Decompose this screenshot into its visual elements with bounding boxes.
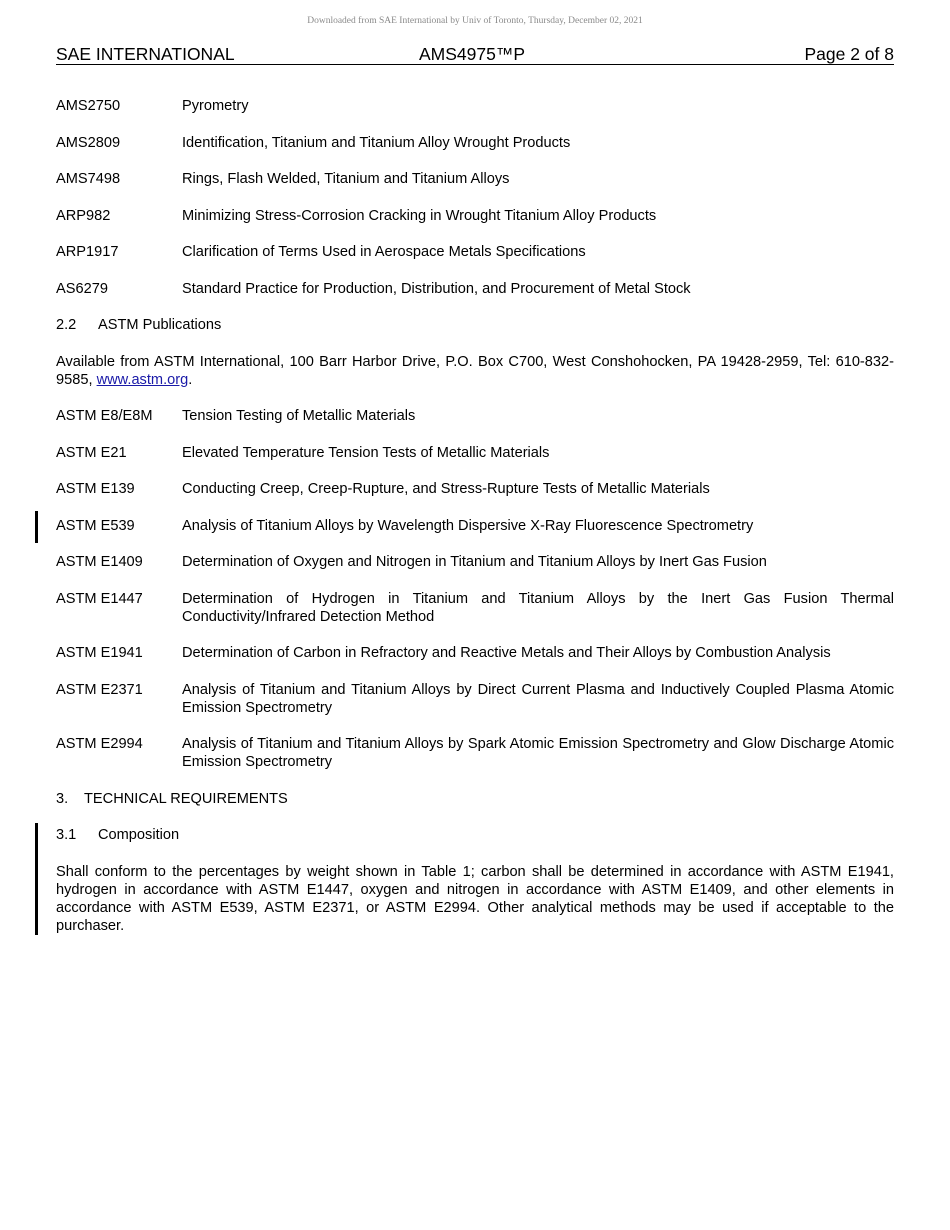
reference-title: Conducting Creep, Creep-Rupture, and Stress-Rupture Tests of Metallic Materials bbox=[182, 481, 710, 497]
section-title: TECHNICAL REQUIREMENTS bbox=[84, 790, 288, 807]
availability-text: Available from ASTM International, 100 Barr Harbor Drive, P.O. Box C700, West Conshohocken, PA 19428-2959, Tel: 610-832-9585, bbox=[56, 353, 894, 388]
header-doc-id: AMS4975™P bbox=[419, 44, 526, 64]
reference-entry bbox=[56, 207, 894, 225]
reference-title: Identification, Titanium and Titanium Alloy Wrought Products bbox=[182, 134, 571, 151]
section-number: 3.1 bbox=[56, 827, 77, 843]
reference-title: Standard Practice for Production, Distribution, and Procurement of Metal Stock bbox=[182, 280, 691, 297]
reference-entry bbox=[56, 134, 894, 152]
header-org: SAE INTERNATIONAL bbox=[56, 44, 235, 64]
reference-title: Determination of Hydrogen in Titanium and Titanium Alloys by the Inert Gas Fusion Thermal Conductivity/Infrared Detection Method bbox=[182, 590, 894, 625]
reference-title: Tension Testing of Metallic Materials bbox=[182, 408, 416, 424]
reference-entry bbox=[56, 644, 894, 662]
reference-entry bbox=[56, 681, 894, 717]
change-bar bbox=[35, 511, 38, 543]
section-heading bbox=[56, 826, 894, 844]
reference-code: ASTM E2371 bbox=[56, 681, 143, 698]
reference-entry bbox=[56, 590, 894, 626]
change-bar bbox=[35, 823, 38, 935]
reference-entry bbox=[56, 735, 894, 771]
page-header bbox=[56, 44, 894, 65]
reference-entry bbox=[56, 517, 894, 535]
reference-title: Minimizing Stress-Corrosion Cracking in Wrought Titanium Alloy Products bbox=[182, 207, 657, 224]
availability-paragraph bbox=[56, 353, 894, 389]
reference-code: ARP982 bbox=[56, 207, 111, 224]
reference-code: ASTM E539 bbox=[56, 517, 135, 534]
reference-code: ASTM E21 bbox=[56, 444, 127, 461]
reference-entry bbox=[56, 444, 894, 462]
reference-entry bbox=[56, 170, 894, 188]
reference-code: ASTM E139 bbox=[56, 481, 135, 497]
reference-title: Determination of Oxygen and Nitrogen in Titanium and Titanium Alloys by Inert Gas Fusion bbox=[182, 554, 767, 570]
reference-code: ASTM E1941 bbox=[56, 645, 143, 661]
section-heading bbox=[56, 790, 894, 808]
section-title: ASTM Publications bbox=[98, 317, 222, 333]
document-body bbox=[56, 97, 894, 935]
section-number: 2.2 bbox=[56, 317, 77, 333]
reference-code: AMS2750 bbox=[56, 98, 121, 114]
reference-title: Determination of Carbon in Refractory and Reactive Metals and Their Alloys by Combustion Analysis bbox=[182, 645, 831, 661]
section-number: 3. bbox=[56, 790, 69, 807]
astm-website-link[interactable]: www.astm.org bbox=[96, 371, 189, 388]
reference-title: Analysis of Titanium Alloys by Wavelength Dispersive X-Ray Fluorescence Spectrometry bbox=[182, 517, 754, 534]
section-heading bbox=[56, 316, 894, 334]
reference-code: ASTM E2994 bbox=[56, 736, 143, 752]
reference-entry bbox=[56, 243, 894, 261]
availability-period: . bbox=[188, 371, 193, 388]
download-watermark: Downloaded from SAE International by Univ of Toronto, Thursday, December 02, 2021 bbox=[307, 16, 643, 26]
header-page-number: Page 2 of 8 bbox=[804, 44, 894, 64]
reference-title: Clarification of Terms Used in Aerospace Metals Specifications bbox=[182, 244, 586, 260]
reference-title: Analysis of Titanium and Titanium Alloys by Direct Current Plasma and Inductively Coupled Plasma Atomic Emission Spectrometry bbox=[182, 681, 894, 716]
reference-code: ASTM E1447 bbox=[56, 590, 143, 607]
reference-code: AMS7498 bbox=[56, 171, 121, 187]
reference-code: ASTM E8/E8M bbox=[56, 408, 153, 424]
reference-title: Analysis of Titanium and Titanium Alloys by Spark Atomic Emission Spectrometry and Glow Discharge Atomic Emission Spectrometry bbox=[182, 736, 894, 770]
reference-entry bbox=[56, 407, 894, 425]
composition-paragraph: Shall conform to the percentages by weight shown in Table 1; carbon shall be determined in accordance with ASTM E1941, hydrogen in accordance with ASTM E1447, oxygen and nitrogen in accordance with ASTM E1409, and other elements in accordance with ASTM E539, ASTM E2371, or ASTM E2994. Other analytical methods may be used if acceptable to the purchaser. bbox=[56, 863, 894, 934]
section-title: Composition bbox=[98, 827, 180, 843]
reference-entry bbox=[56, 553, 894, 571]
reference-entry bbox=[56, 480, 894, 498]
reference-entry bbox=[56, 280, 894, 298]
reference-title: Elevated Temperature Tension Tests of Metallic Materials bbox=[182, 444, 550, 461]
reference-title: Rings, Flash Welded, Titanium and Titanium Alloys bbox=[182, 171, 510, 187]
reference-code: ASTM E1409 bbox=[56, 554, 143, 570]
reference-entry bbox=[56, 97, 894, 115]
reference-code: ARP1917 bbox=[56, 244, 119, 260]
reference-title: Pyrometry bbox=[182, 98, 249, 114]
reference-code: AMS2809 bbox=[56, 134, 121, 151]
reference-code: AS6279 bbox=[56, 280, 108, 297]
